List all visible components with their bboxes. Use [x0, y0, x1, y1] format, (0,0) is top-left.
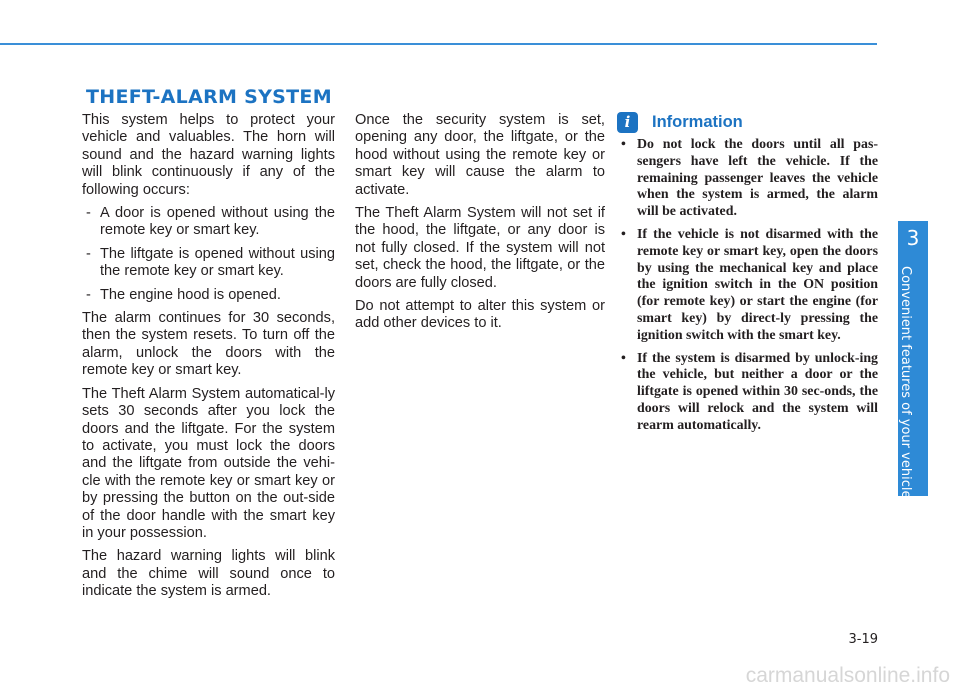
column-1	[82, 112, 335, 607]
chapter-label: Convenient features of your vehicle	[898, 266, 913, 499]
bullet-marker: •	[621, 137, 626, 152]
bullet-marker: •	[621, 350, 626, 366]
information-bullet	[617, 137, 878, 221]
condition-text: The engine hood is opened.	[100, 286, 281, 303]
condition-text: A door is opened without using the remote key or smart key.	[100, 205, 335, 239]
information-box	[617, 112, 878, 441]
activation-paragraph: Once the security system is set, opening any door, the liftgate, or the hood without using the remote key or smart key will cause the alarm to activate.	[355, 112, 605, 198]
watermark: carmanualsonline.info	[745, 664, 950, 687]
information-list	[617, 137, 878, 435]
dash-marker: -	[86, 245, 91, 262]
information-header	[617, 112, 878, 133]
bullet-text: Do not lock the doors until all pas-sengers have left the vehicle. If the remaining passenger leaves the vehicle when the system is armed, the alarm will be activated.	[637, 137, 878, 220]
condition-text: The liftgate is opened without using the remote key or smart key.	[100, 245, 335, 280]
top-rule	[0, 43, 877, 45]
alarm-duration-paragraph: The alarm continues for 30 seconds, then the system resets. To turn off the alarm, unlock the doors with the remote key or smart key.	[82, 310, 335, 379]
page-number: 3-19	[848, 632, 878, 647]
intro-paragraph: This system helps to protect your vehicle and valuables. The horn will sound and the hazard warning lights will blink continuously if any of the following occurs:	[82, 112, 335, 198]
column-2	[355, 112, 605, 339]
information-title: Information	[652, 112, 743, 131]
condition-item	[82, 205, 335, 240]
bullet-text: If the system is disarmed by unlock-ing the vehicle, but neither a door or the liftgate is opened within 30 sec-onds, the doors will relock and the system will rearm automatically.	[637, 350, 878, 433]
dash-marker: -	[86, 205, 91, 222]
armed-indicator-paragraph: The hazard warning lights will blink and the chime will sound once to indicate the system is armed.	[82, 548, 335, 600]
information-bullet	[617, 227, 878, 345]
not-set-paragraph: The Theft Alarm System will not set if the hood, the liftgate, or any door is not fully closed. If the system will not set, check the hood, the liftgate, or the doors are fully closed.	[355, 205, 605, 291]
do-not-alter-paragraph: Do not attempt to alter this system or add other devices to it.	[355, 298, 605, 332]
information-icon: i	[617, 112, 638, 133]
dash-marker: -	[86, 286, 91, 303]
auto-arm-paragraph: The Theft Alarm System automatical-ly sets 30 seconds after you lock the doors and the liftgate. For the system to activate, you must lock the doors and the liftgate from outside the vehi-cle with the remote key or smart key or by pressing the button on the out-side of the door handle with the smart key in your possession.	[82, 385, 335, 541]
condition-item	[82, 287, 335, 304]
chapter-number: 3	[906, 226, 920, 250]
section-title: THEFT-ALARM SYSTEM	[86, 86, 332, 108]
bullet-marker: •	[621, 226, 626, 242]
condition-item	[82, 246, 335, 281]
information-bullet	[617, 351, 878, 435]
bullet-text: If the vehicle is not disarmed with the remote key or smart key, open the doors by using the mechanical key and place the ignition switch in the ON position (for remote key) or start the engine (for smart key) by direct-ly pressing the ignition switch with the smart key.	[637, 226, 878, 343]
